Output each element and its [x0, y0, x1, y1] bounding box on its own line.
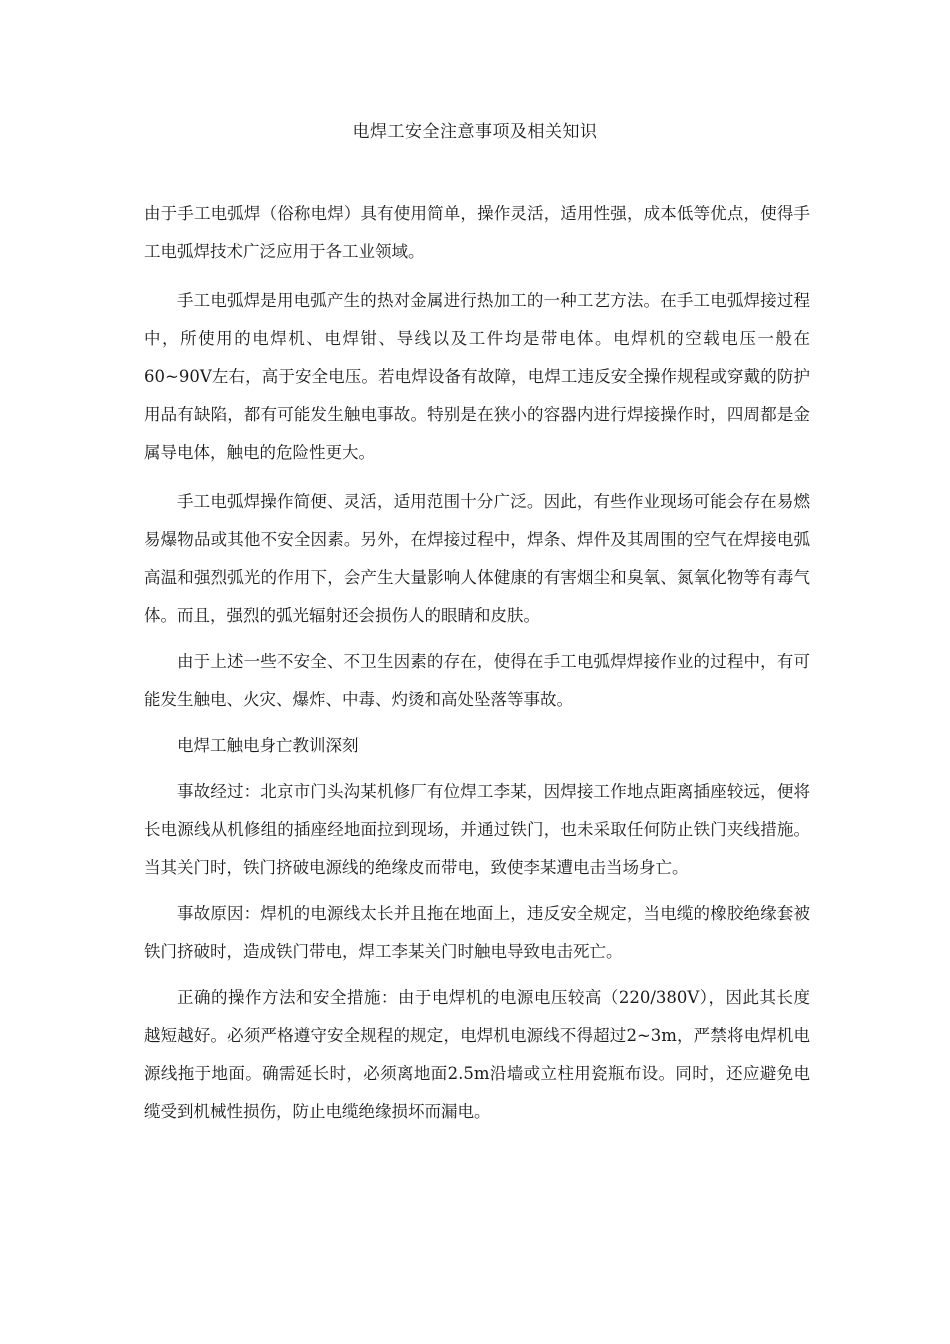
document-body	[144, 195, 810, 1131]
paragraph-intro: 由于手工电弧焊（俗称电焊）具有使用简单，操作灵活，适用性强，成本低等优点，使得手工电弧焊技术广泛应用于各工业领域。	[144, 204, 810, 261]
paragraph-environment: 手工电弧焊操作简便、灵活，适用范围十分广泛。因此，有些作业现场可能会存在易燃易爆物品或其他不安全因素。另外，在焊接过程中，焊条、焊件及其周围的空气在焊接电弧高温和强烈弧光的作用下，会产生大量影响人体健康的有害烟尘和臭氧、氮氧化物等有毒气体。而且，强烈的弧光辐射还会损伤人的眼睛和皮肤。	[144, 492, 810, 625]
paragraph-hazards: 手工电弧焊是用电弧产生的热对金属进行热加工的一种工艺方法。在手工电弧焊接过程中，所使用的电焊机、电焊钳、导线以及工件均是带电体。电焊机的空载电压一般在60~90V左右，高于安全电压。若电焊设备有故障，电焊工违反安全操作规程或穿戴的防护用品有缺陷，都有可能发生触电事故。特别是在狭小的容器内进行焊接操作时，四周都是金属导电体，触电的危险性更大。	[144, 291, 810, 462]
paragraph-case-cause: 事故原因：焊机的电源线太长并且拖在地面上，违反安全规定，当电缆的橡胶绝缘套被铁门挤破时，造成铁门带电，焊工李某关门时触电导致电击死亡。	[144, 904, 810, 961]
paragraph-accident-types: 由于上述一些不安全、不卫生因素的存在，使得在手工电弧焊焊接作业的过程中，有可能发生触电、火灾、爆炸、中毒、灼烫和高处坠落等事故。	[144, 652, 810, 709]
paragraph-safety-measures: 正确的操作方法和安全措施：由于电焊机的电源电压较高（220/380V），因此其长度越短越好。必须严格遵守安全规程的规定，电焊机电源线不得超过2~3m，严禁将电焊机电源线拖于地面。确需延长时，必须离地面2.5m沿墙或立柱用瓷瓶布设。同时，还应避免电缆受到机械性损伤，防止电缆绝缘损坏而漏电。	[144, 988, 810, 1121]
section-heading-case: 电焊工触电身亡教训深刻	[177, 736, 359, 755]
paragraph-case-process: 事故经过：北京市门头沟某机修厂有位焊工李某，因焊接工作地点距离插座较远，便将长电源线从机修组的插座经地面拉到现场，并通过铁门，也未采取任何防止铁门夹线措施。当其关门时，铁门挤破电源线的绝缘皮而带电，致使李某遭电击当场身亡。	[144, 782, 810, 877]
document-title: 电焊工安全注意事项及相关知识	[352, 122, 598, 142]
